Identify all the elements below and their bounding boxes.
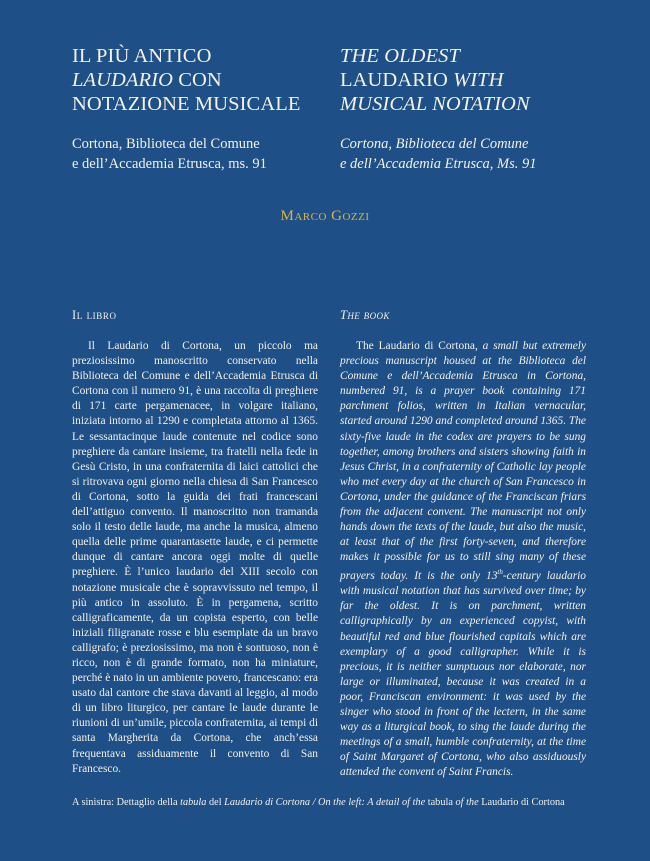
english-title <box>340 44 586 116</box>
caption-part-2: tabula <box>180 797 207 808</box>
caption-part-4: Laudario di Cortona <box>224 797 310 808</box>
english-body-text <box>340 339 586 781</box>
italian-title-line-2 <box>72 68 318 92</box>
english-subtitle-line-2: e dell’Accademia Etrusca, Ms. 91 <box>340 156 537 172</box>
caption-part-6: tabula <box>427 797 453 808</box>
italian-title <box>72 44 318 116</box>
caption-part-7: of the <box>452 797 482 808</box>
english-body-part-2: -century laudario with musical notation that has survived over time; by far the oldest. It is on parchment, written calligraphically by an experienced copyist, with beautiful red and blue flourished capitals which are exemplary of a good calligrapher. While it is precious, it is neither sumptuous nor elaborate, nor large or illuminated, because it was created in a poor, Franciscan environment: it was used by the singer who stood in front of the lectern, in the same way as a liturgical book, to sing the laude during the meetings of a small, humble confraternity, at the time of Saint Margaret of Cortona, who also assiduously attended the convent of Saint Francis. <box>340 570 586 779</box>
caption-part-5: / On the left: A detail of the <box>310 797 428 808</box>
english-section-heading: The book <box>340 308 390 322</box>
italian-title-con: CON <box>173 69 222 91</box>
english-title-laudario: LAUDARIO <box>340 69 454 91</box>
italian-title-line-3: NOTAZIONE MUSICALE <box>72 93 301 115</box>
english-title-line-1: THE OLDEST <box>340 45 461 67</box>
italian-body-text: Il Laudario di Cortona, un piccolo ma preziosissimo manoscritto conservato nella Biblioteca del Comune e dell’Accademia Etrusca di Cortona con il numero 91, è una raccolta di preghiere di 171 carte pergamenacee, in volgare italiano, iniziata intorno al 1290 e completata attorno al 1365. Le sessantacinque laude contenute nel codice sono preghiere da cantare insieme, tra fratelli nella fede in Gesù Cristo, in una confraternita di laici cattolici che si ritrovava ogni giorno nella chiesa di San Francesco di Cortona, sotto la guida dei frati francescani dell’attiguo convento. Il manoscritto non tramanda solo il testo delle laude, ma anche la musica, almeno quella delle prime quarantasette laude, e ci permette dunque di cantare ancora oggi molte di quelle preghiere. È l’unico laudario del XIII secolo con notazione musicale che è sopravvissuto nel tempo, il più antico in assoluto. È in pergamena, scritto calligraficamente, da un copista esperto, con belle iniziali filigranate rosse e blu esemplate da un bravo calligrafo; è preziosissimo, ma non è sontuoso, non è ricco, non è di grande formato, non ha miniature, perché è nato in un ambiente povero, francescano: era usato dal cantore che stava davanti al leggio, al modo di un libro liturgico, per cantare le laude durante le riunioni di un’umile, piccola confraternita, ai tempi di santa Margherita da Cortona, che anch’essa frequentava assiduamente il convento di San Francesco. <box>72 340 318 775</box>
english-title-with: WITH <box>453 69 504 91</box>
italian-subtitle-line-1: Cortona, Biblioteca del Comune <box>72 136 260 152</box>
figure-caption <box>72 797 592 808</box>
english-body-superscript: th <box>497 568 503 577</box>
caption-part-1: A sinistra: Dettaglio della <box>72 797 181 808</box>
italian-title-line-1: IL PIÙ ANTICO <box>72 45 212 67</box>
caption-part-3: del <box>206 797 225 808</box>
english-subtitle-line-1: Cortona, Biblioteca del Comune <box>340 136 529 152</box>
italian-subtitle-line-2: e dell’Accademia Etrusca, ms. 91 <box>72 156 267 172</box>
author-name: Marco Gozzi <box>280 208 370 224</box>
english-subtitle <box>340 134 586 174</box>
italian-subtitle <box>72 134 318 174</box>
english-body-lead: The Laudario di Cortona <box>356 340 475 352</box>
english-title-line-2 <box>340 68 586 92</box>
italian-section-heading: Il libro <box>72 308 117 322</box>
italian-title-italic: LAUDARIO <box>72 69 174 91</box>
english-title-line-3: MUSICAL NOTATION <box>340 93 530 115</box>
english-body-part-1: , a small but extremely precious manuscript housed at the Biblioteca del Comune e dell’Accademia Etrusca in Cortona, numbered 91, is a prayer book containing 171 parchment folios, written in Italian vernacular, started around 1290 and completed around 1365. The sixty-five laude in the codex are prayers to be sung together, among brothers and sisters showing faith in Jesus Christ, in a confraternity of Catholic lay people who met every day at the church of San Francesco in Cortona, under the guidance of the Franciscan friars from the adjacent convent. The manuscript not only hands down the texts of the laude, but also the music, at least that of the first forty-seven, and therefore makes it possible for us to still sing many of these prayers today. It is the only 13 <box>340 340 586 583</box>
caption-part-8: Laudario di Cortona <box>481 797 565 808</box>
